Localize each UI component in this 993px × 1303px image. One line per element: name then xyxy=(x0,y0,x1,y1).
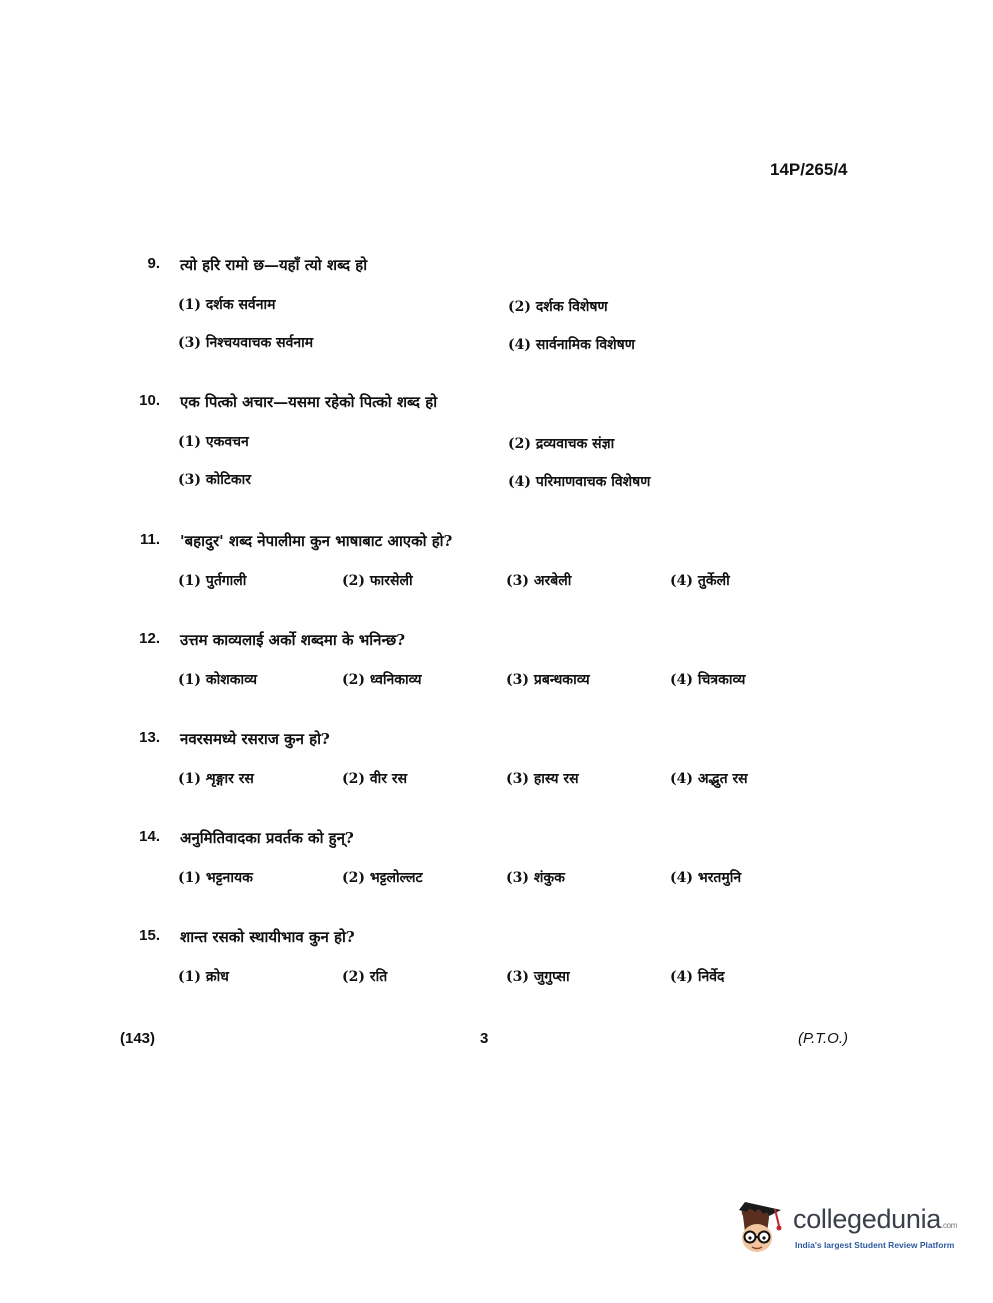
option-4: (4) सार्वनामिक विशेषण xyxy=(508,337,635,353)
collegedunia-logo xyxy=(735,1198,965,1258)
option-1: (1) शृङ्गार रस xyxy=(178,771,254,787)
option-3: (3) हास्य रस xyxy=(506,771,579,787)
option-4: (4) निर्वेद xyxy=(670,969,725,985)
option-2: (2) भट्टलोल्लट xyxy=(342,870,423,886)
question-number: 13. xyxy=(139,729,160,746)
option-1: (1) पुर्तगाली xyxy=(178,573,247,589)
question-number: 14. xyxy=(139,828,160,845)
option-3: (3) शंकुक xyxy=(506,870,565,886)
question-9 xyxy=(130,255,890,375)
question-number: 12. xyxy=(139,630,160,647)
option-2: (2) वीर रस xyxy=(342,771,408,787)
option-3: (3) कोटिकार xyxy=(178,472,252,488)
option-3: (3) निश्चयवाचक सर्वनाम xyxy=(178,335,314,351)
question-text: अनुमितिवादका प्रवर्तक को हुन्? xyxy=(180,829,354,847)
question-text: एक पित्को अचार—यसमा रहेको पित्को शब्द हो xyxy=(180,393,438,411)
option-2: (2) फारसेली xyxy=(342,573,413,589)
question-text: त्यो हरि रामो छ—यहाँ त्यो शब्द हो xyxy=(180,256,368,274)
question-number: 9. xyxy=(147,255,160,272)
pto-note: (P.T.O.) xyxy=(798,1030,849,1047)
option-1: (1) कोशकाव्य xyxy=(178,672,258,688)
paper-code: 14P/265/4 xyxy=(770,160,848,179)
option-1: (1) एकवचन xyxy=(178,434,249,450)
option-3: (3) प्रबन्धकाव्य xyxy=(506,672,590,688)
option-3: (3) जुगुप्सा xyxy=(506,969,570,985)
question-11 xyxy=(130,531,890,601)
footer-code: (143) xyxy=(120,1030,156,1047)
option-1: (1) क्रोध xyxy=(178,969,229,985)
question-text: उत्तम काव्यलाई अर्को शब्दमा के भनिन्छ? xyxy=(180,631,406,649)
option-4: (4) तुर्केली xyxy=(670,573,730,589)
question-12 xyxy=(130,630,890,700)
question-text: नवरसमध्ये रसराज कुन हो? xyxy=(180,730,330,748)
option-1: (1) दर्शक सर्वनाम xyxy=(178,297,276,313)
question-15 xyxy=(130,927,890,997)
page-number: 3 xyxy=(480,1030,489,1047)
question-number: 10. xyxy=(139,392,160,409)
logo-tagline: India's largest Student Review Platform xyxy=(795,1240,955,1250)
question-14 xyxy=(130,828,890,898)
option-2: (2) ध्वनिकाव्य xyxy=(342,672,422,688)
mascot-icon xyxy=(735,1198,791,1258)
question-text: शान्त रसको स्थायीभाव कुन हो? xyxy=(180,928,355,946)
question-10 xyxy=(130,392,890,512)
option-2: (2) रति xyxy=(342,969,388,985)
logo-suffix: .com xyxy=(941,1221,958,1230)
option-4: (4) भरतमुनि xyxy=(670,870,742,886)
option-2: (2) द्रव्यवाचक संज्ञा xyxy=(508,436,615,452)
question-text: 'बहादुर' शब्द नेपालीमा कुन भाषाबाट आएको हो? xyxy=(180,532,453,550)
option-4: (4) परिमाणवाचक विशेषण xyxy=(508,474,651,490)
logo-name: collegedunia xyxy=(793,1204,942,1234)
question-number: 11. xyxy=(139,531,160,548)
option-2: (2) दर्शक विशेषण xyxy=(508,299,608,315)
option-4: (4) अद्भुत रस xyxy=(670,771,748,787)
option-1: (1) भट्टनायक xyxy=(178,870,253,886)
question-number: 15. xyxy=(139,927,160,944)
question-13 xyxy=(130,729,890,799)
option-3: (3) अरबेली xyxy=(506,573,572,589)
option-4: (4) चित्रकाव्य xyxy=(670,672,746,688)
